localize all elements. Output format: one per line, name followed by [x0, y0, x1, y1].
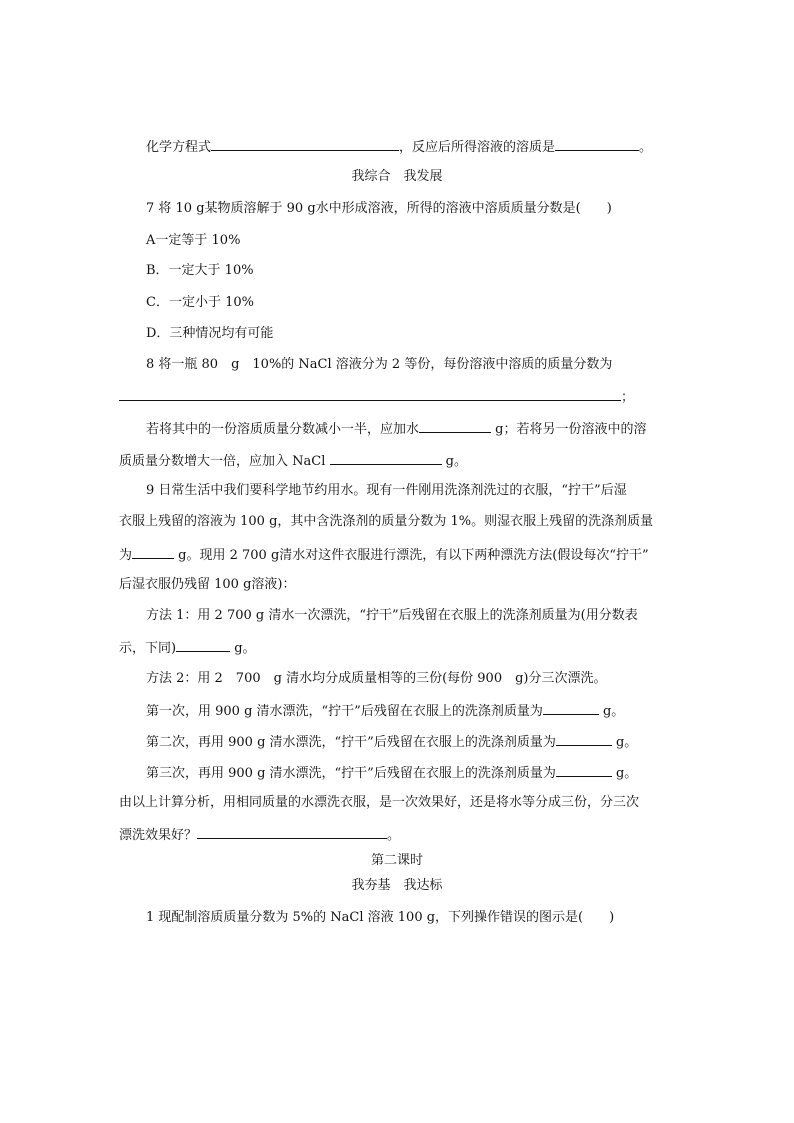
- question-8-part2: [146, 420, 646, 438]
- answer-blank[interactable]: [197, 826, 387, 839]
- method-1-line2: [119, 639, 256, 657]
- text: g。: [615, 766, 638, 781]
- option-c: C．一定小于 10%: [146, 295, 254, 310]
- question-9-line4: 后湿衣服仍残留 100 g溶液)：: [119, 577, 296, 592]
- rinse-1: [146, 702, 624, 720]
- text: ；: [621, 390, 635, 405]
- text: 示，下同): [119, 641, 177, 656]
- question-8: 8 将一瓶 80 g 10%的 NaCl 溶液分为 2 等份，每份溶液中溶质的质量分数为: [146, 357, 613, 372]
- text: g。: [602, 704, 625, 719]
- answer-blank[interactable]: [555, 138, 639, 151]
- section-heading: 我夯基 我达标: [351, 878, 443, 893]
- option-b: B．一定大于 10%: [146, 263, 254, 278]
- question-9-line2: 衣服上残留的溶液为 100 g，其中含洗涤剂的质量分数为 1%。则湿衣服上残留的洗涤剂质量: [119, 514, 654, 529]
- question-9-line1: 9 日常生活中我们要科学地节约用水。现有一件刚用洗涤剂洗过的衣服，“拧干”后湿: [146, 483, 627, 498]
- text: 漂洗效果好？: [119, 828, 198, 843]
- option-d: D．三种情况均有可能: [146, 326, 274, 341]
- answer-blank[interactable]: [556, 764, 612, 777]
- text: ，反应后所得溶液的溶质是: [399, 140, 556, 155]
- question-1: 1 现配制溶质质量分数为 5%的 NaCl 溶液 100 g，下列操作错误的图示是( ): [146, 910, 615, 925]
- answer-blank[interactable]: [330, 452, 442, 465]
- answer-blank[interactable]: [556, 733, 612, 746]
- question-7: 7 将 10 g某物质溶解于 90 g水中形成溶液，所得的溶液中溶质质量分数是( ): [146, 201, 612, 216]
- method-1-line1: 方法 1：用 2 700 g 清水一次漂洗，“拧干”后残留在衣服上的洗涤剂质量为(用分数表: [146, 608, 638, 623]
- lesson-heading: 第二课时: [370, 853, 423, 868]
- text: g。现用 2 700 g清水对这件衣服进行漂洗，有以下两种漂洗方法(假设每次“拧干”: [178, 548, 649, 563]
- section-heading: 我综合 我发展: [351, 169, 443, 184]
- answer-blank[interactable]: [119, 388, 621, 401]
- answer-blank[interactable]: [211, 138, 399, 151]
- text: g；若将另一份溶液中的溶: [495, 422, 647, 437]
- rinse-3: [146, 764, 637, 782]
- conclusion-line2: [119, 826, 400, 844]
- text: 。: [639, 140, 653, 155]
- text: 第二次，再用 900 g 清水漂洗，“拧干”后残留在衣服上的洗涤剂质量为: [146, 735, 556, 750]
- conclusion-line1: 由以上计算分析，用相同质量的水漂洗衣服，是一次效果好，还是将水等分成三份，分三次: [119, 795, 640, 810]
- question-8-part3: [119, 452, 467, 470]
- question-8-blank-line: [119, 388, 634, 406]
- method-2: 方法 2：用 2 700 g 清水均分成质量相等的三份(每份 900 g)分三次漂洗。: [146, 671, 607, 686]
- answer-blank[interactable]: [132, 546, 174, 559]
- rinse-2: [146, 733, 637, 751]
- text: 质质量分数增大一倍，应加入 NaCl: [119, 454, 326, 469]
- text: g。: [445, 454, 467, 469]
- text: 第三次，再用 900 g 清水漂洗，“拧干”后残留在衣服上的洗涤剂质量为: [146, 766, 556, 781]
- question-9-line3: [119, 546, 649, 564]
- text: 化学方程式: [146, 140, 212, 155]
- option-a: A一定等于 10%: [146, 233, 241, 248]
- text: 。: [387, 828, 401, 843]
- answer-blank[interactable]: [419, 420, 491, 433]
- text: 为: [119, 548, 133, 563]
- equation-line: [146, 138, 652, 156]
- answer-blank[interactable]: [176, 639, 230, 652]
- text: g。: [234, 641, 256, 656]
- text: g。: [615, 735, 638, 750]
- text: 若将其中的一份溶质质量分数减小一半，应加水: [146, 422, 420, 437]
- answer-blank[interactable]: [543, 702, 599, 715]
- text: 第一次，用 900 g 清水漂洗，“拧干”后残留在衣服上的洗涤剂质量为: [146, 704, 543, 719]
